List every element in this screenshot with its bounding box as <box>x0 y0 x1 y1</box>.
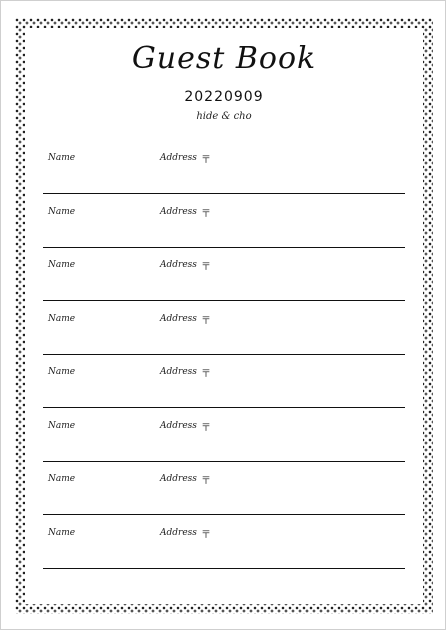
writing-line <box>43 461 405 462</box>
writing-line <box>43 568 405 569</box>
address-label: Address <box>160 527 197 538</box>
address-label: Address <box>160 420 197 431</box>
guest-entry-row <box>43 367 405 420</box>
address-label: Address <box>160 367 197 377</box>
address-label: Address <box>160 260 197 270</box>
postal-mark-icon: 〒 <box>201 422 211 434</box>
postal-mark-icon: 〒 <box>201 155 211 166</box>
guest-entry-row <box>43 314 405 367</box>
address-label: Address <box>160 153 197 163</box>
address-label: Address <box>160 474 197 484</box>
writing-line <box>43 300 405 301</box>
postal-mark-icon: 〒 <box>201 315 211 327</box>
guest-entry-row <box>43 474 405 527</box>
guest-entry-row <box>43 421 405 474</box>
postal-mark-icon: 〒 <box>201 208 211 220</box>
guest-entry-row <box>43 153 405 206</box>
guest-entry-row <box>43 528 405 581</box>
postal-mark-icon: 〒 <box>201 262 211 273</box>
writing-line <box>43 407 405 408</box>
name-label: Name <box>48 527 76 538</box>
address-label: Address <box>160 206 197 217</box>
couple-names: hide & cho <box>196 111 252 122</box>
postal-mark-icon: 〒 <box>201 476 211 487</box>
name-label: Name <box>48 260 76 270</box>
postal-mark-icon: 〒 <box>201 369 211 380</box>
name-label: Name <box>48 206 76 217</box>
name-label: Name <box>48 313 76 324</box>
writing-line <box>43 247 405 248</box>
name-label: Name <box>48 153 76 163</box>
writing-line <box>43 514 405 515</box>
address-label: Address <box>160 313 197 324</box>
name-label: Name <box>48 474 76 484</box>
postal-mark-icon: 〒 <box>201 529 211 541</box>
event-date: 20220909 <box>184 89 264 105</box>
guest-entry-row <box>43 207 405 260</box>
guest-entry-row <box>43 260 405 313</box>
writing-line <box>43 354 405 355</box>
name-label: Name <box>48 420 76 431</box>
writing-line <box>43 193 405 194</box>
page-title: Guest Book <box>131 41 317 76</box>
name-label: Name <box>48 367 76 377</box>
